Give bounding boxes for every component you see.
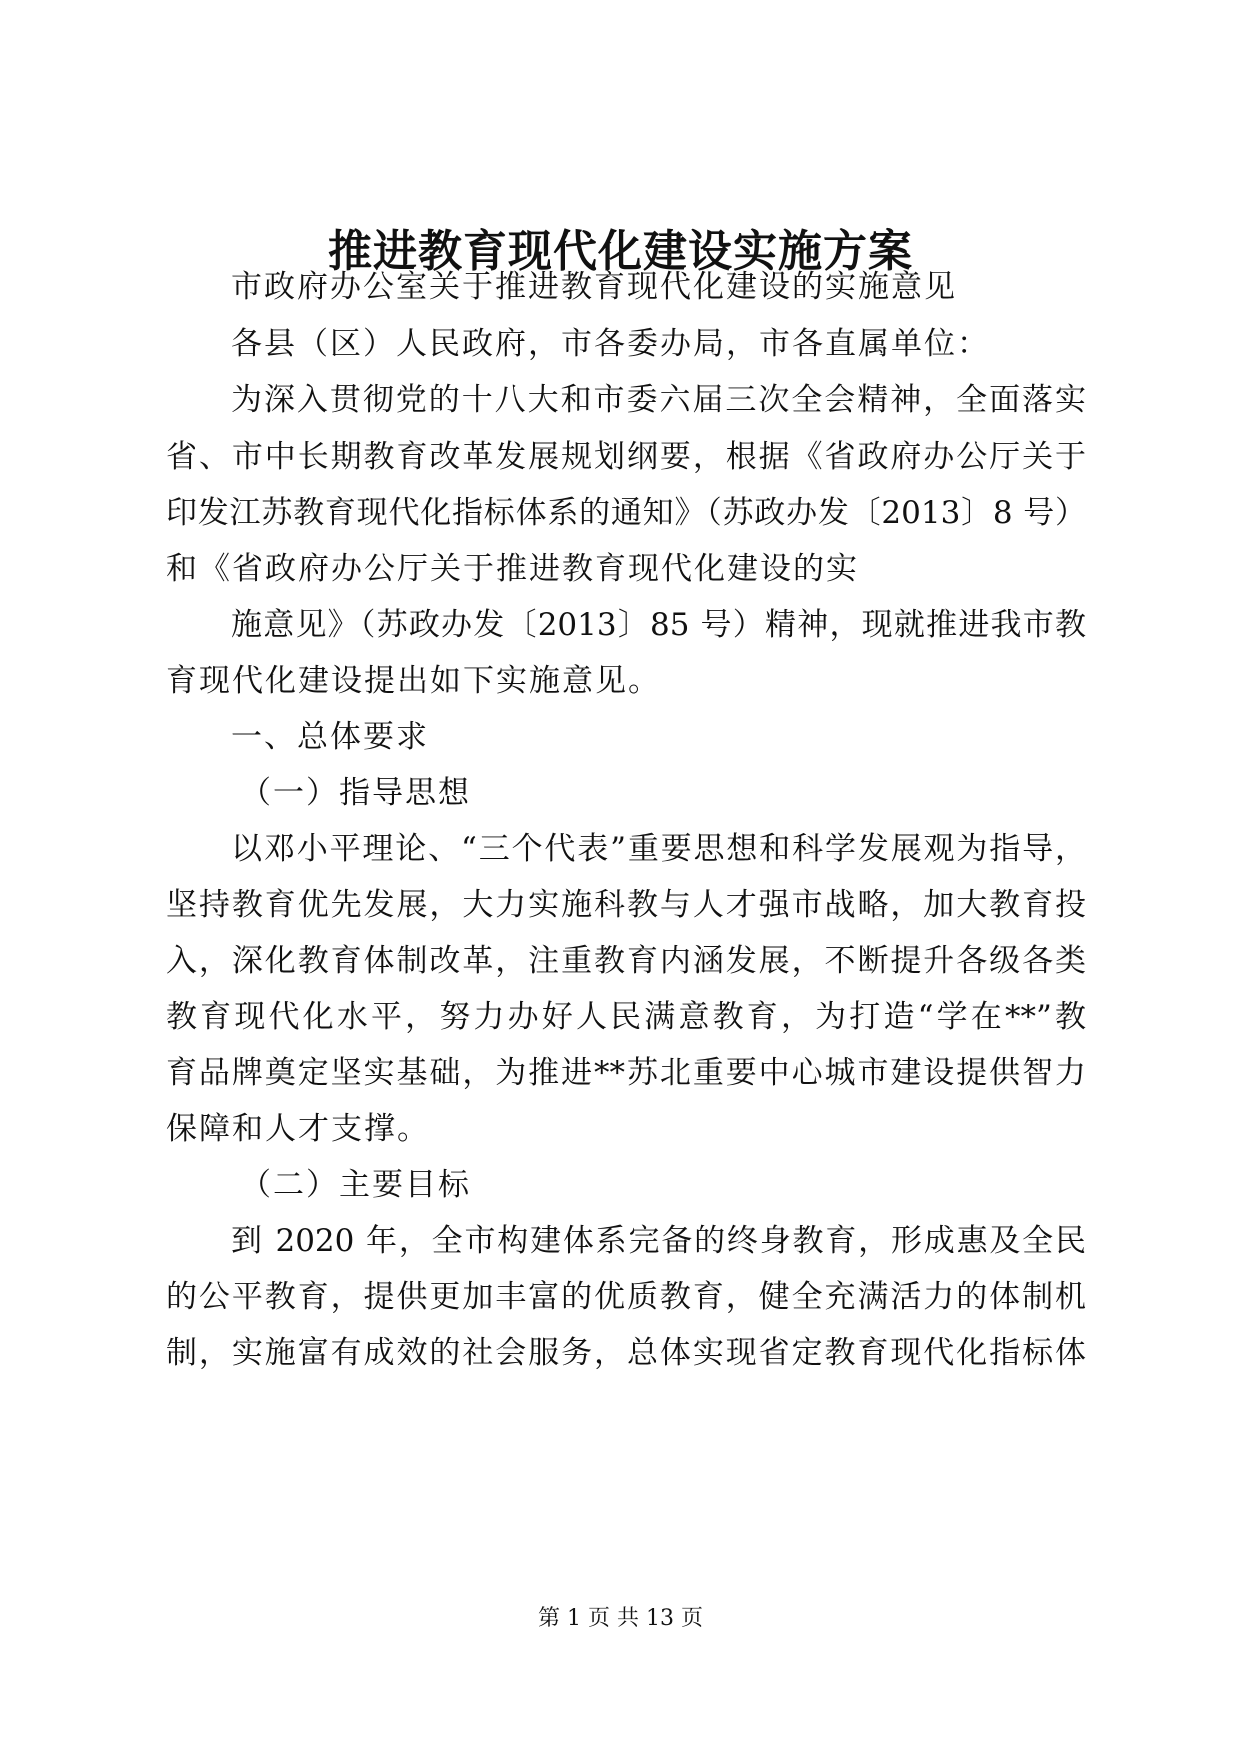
subsection-heading: （二）主要目标	[240, 1167, 471, 1203]
line-addressee: 各县（区）人民政府，市各委办局，市各直属单位：	[231, 326, 990, 362]
line-subtitle: 市政府办公室关于推进教育现代化建设的实施意见	[231, 269, 957, 305]
paragraph-line: 保障和人才支撑。	[166, 1111, 430, 1147]
paragraph-line: 以邓小平理论、“三个代表”重要思想和科学发展观为指导，	[231, 831, 1086, 867]
paragraph-line: 的公平教育，提供更加丰富的优质教育，健全充满活力的体制机	[166, 1279, 1086, 1315]
paragraph-line: 省、市中长期教育改革发展规划纲要，根据《省政府办公厅关于	[166, 439, 1086, 475]
paragraph-line: 施意见》（苏政办发〔2013〕85 号）精神，现就推进我市教	[231, 607, 1086, 643]
paragraph-line: 育品牌奠定坚实基础，为推进**苏北重要中心城市建设提供智力	[166, 1055, 1086, 1091]
paragraph-line: 印发江苏教育现代化指标体系的通知》（苏政办发〔2013〕8 号）	[166, 495, 1086, 531]
paragraph-line: 为深入贯彻党的十八大和市委六届三次全会精神，全面落实	[231, 382, 1086, 418]
document-title: 推进教育现代化建设实施方案	[328, 226, 913, 277]
paragraph-line: 坚持教育优先发展，大力实施科教与人才强市战略，加大教育投	[166, 887, 1086, 923]
section-heading: 一、总体要求	[231, 719, 429, 755]
paragraph-line: 教育现代化水平，努力办好人民满意教育，为打造“学在**”教	[166, 999, 1086, 1035]
paragraph-line: 育现代化建设提出如下实施意见。	[166, 663, 661, 699]
paragraph-line: 入，深化教育体制改革，注重教育内涵发展，不断提升各级各类	[166, 943, 1086, 979]
paragraph-line: 到 2020 年，全市构建体系完备的终身教育，形成惠及全民	[231, 1223, 1086, 1259]
paragraph-line: 和《省政府办公厅关于推进教育现代化建设的实	[166, 551, 859, 587]
subsection-heading: （一）指导思想	[240, 775, 471, 811]
paragraph-line: 制，实施富有成效的社会服务，总体实现省定教育现代化指标体	[166, 1335, 1086, 1371]
page-footer: 第 1 页 共 13 页	[538, 1606, 703, 1631]
